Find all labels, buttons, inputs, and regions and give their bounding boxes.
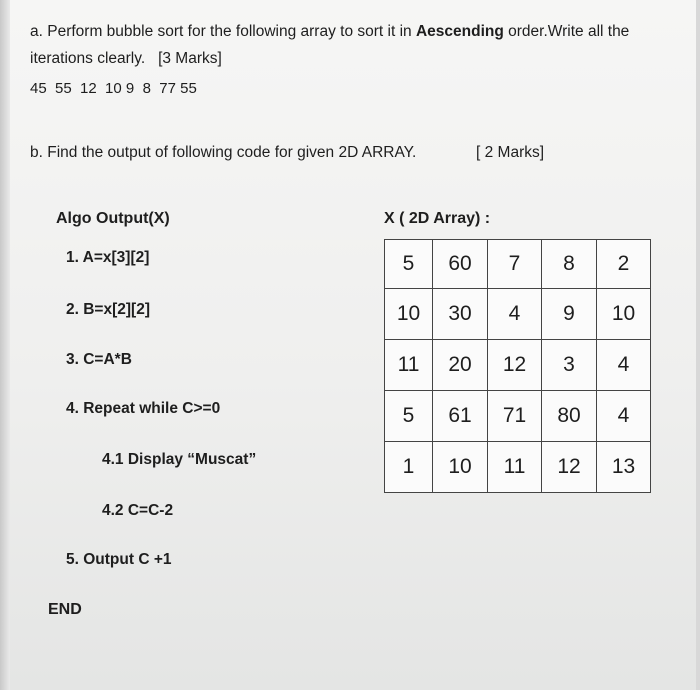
question-a-suffix: order.Write all the iterations clearly. — [30, 23, 630, 67]
algo-end: END — [48, 601, 82, 618]
algo-step-4-2: 4.2 C=C-2 — [102, 502, 174, 519]
table-row — [385, 442, 651, 493]
table-row — [385, 289, 651, 340]
table-cell: 10 — [433, 442, 488, 493]
question-b-text: b. Find the output of following code for given 2D ARRAY. — [30, 144, 417, 161]
table-cell: 13 — [597, 442, 651, 493]
table-cell: 10 — [385, 289, 433, 340]
table-cell: 5 — [385, 391, 433, 442]
question-b-marks: [ 2 Marks] — [476, 144, 545, 161]
table-row — [385, 340, 651, 391]
question-a-prefix: a. Perform bubble sort for the following array to sort it in — [30, 23, 416, 40]
question-a-marks: [3 Marks] — [158, 50, 222, 67]
algo-step-4: 4. Repeat while C>=0 — [66, 400, 221, 417]
algo-step-1: 1. A=x[3][2] — [66, 249, 150, 266]
table-cell: 61 — [433, 391, 488, 442]
table-cell: 4 — [597, 391, 651, 442]
table-cell: 12 — [488, 340, 542, 391]
table-cell: 3 — [542, 340, 597, 391]
table-cell: 11 — [385, 340, 433, 391]
table-cell: 80 — [542, 391, 597, 442]
left-edge — [0, 0, 10, 690]
table-cell: 4 — [597, 340, 651, 391]
table-cell: 9 — [542, 289, 597, 340]
algo-step-4-1: 4.1 Display “Muscat” — [102, 451, 257, 468]
array-table — [384, 239, 651, 493]
question-a-text — [30, 18, 690, 72]
table-cell: 1 — [385, 442, 433, 493]
table-cell: 11 — [488, 442, 542, 493]
array-title: X ( 2D Array) : — [384, 210, 491, 227]
table-row — [385, 391, 651, 442]
table-cell: 12 — [542, 442, 597, 493]
right-edge — [696, 0, 700, 690]
table-cell: 8 — [542, 240, 597, 289]
table-cell: 30 — [433, 289, 488, 340]
algo-step-5: 5. Output C +1 — [66, 551, 172, 568]
algo-title: Algo Output(X) — [56, 210, 170, 227]
table-row — [385, 240, 651, 289]
table-cell: 20 — [433, 340, 488, 391]
algo-step-2: 2. B=x[2][2] — [66, 301, 150, 318]
table-cell: 10 — [597, 289, 651, 340]
question-a-bold: Aescending — [415, 23, 504, 40]
table-cell: 5 — [385, 240, 433, 289]
table-cell: 60 — [433, 240, 488, 289]
table-cell: 4 — [488, 289, 542, 340]
question-a-array: 45 55 12 10 9 8 77 55 — [30, 80, 197, 97]
algo-step-3: 3. C=A*B — [66, 351, 132, 368]
table-cell: 7 — [488, 240, 542, 289]
table-cell: 71 — [488, 391, 542, 442]
table-cell: 2 — [597, 240, 651, 289]
